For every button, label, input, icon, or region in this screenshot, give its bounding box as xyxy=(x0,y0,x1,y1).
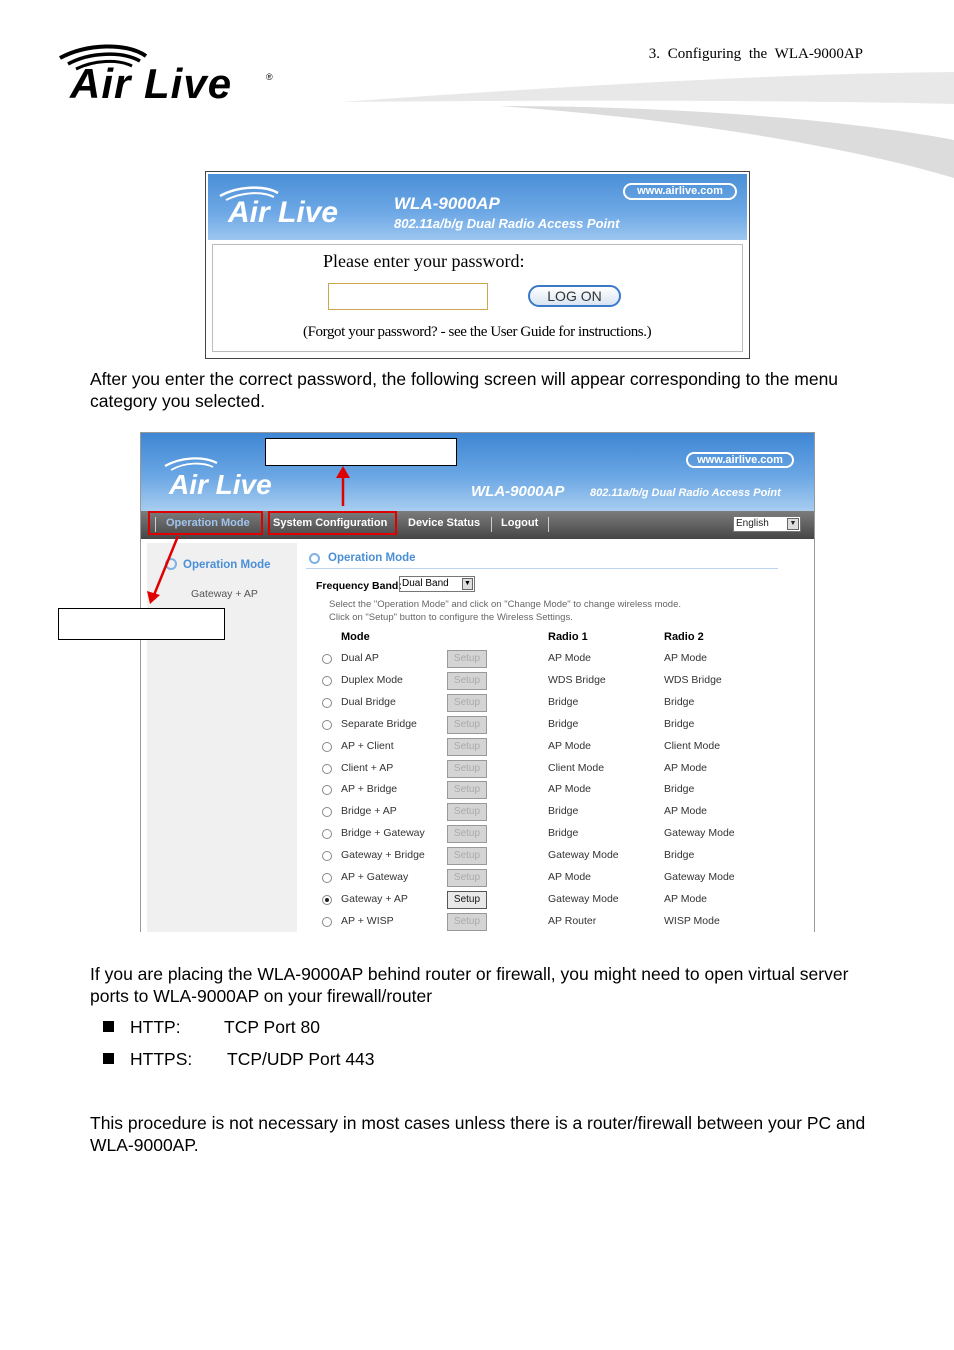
radio2-mode: Gateway Mode xyxy=(664,871,735,883)
mode-radio[interactable] xyxy=(322,785,332,795)
nav-device-status[interactable]: Device Status xyxy=(408,517,481,529)
setup-button[interactable]: Setup xyxy=(447,672,487,690)
login-header xyxy=(208,174,747,240)
radio2-mode: Client Mode xyxy=(664,739,721,752)
mode-radio[interactable] xyxy=(322,698,332,708)
login-panel xyxy=(205,171,750,359)
bullet-https xyxy=(103,1049,375,1070)
bullet-https-label: HTTPS: xyxy=(130,1049,193,1069)
radio1-mode: Client Mode xyxy=(548,761,605,774)
mode-name: AP + WISP xyxy=(341,914,394,927)
login-body xyxy=(212,244,743,352)
radio2-mode: AP Mode xyxy=(664,761,707,774)
title-divider xyxy=(306,568,778,569)
screenshot-header xyxy=(141,433,814,511)
setup-button[interactable]: Setup xyxy=(447,825,487,843)
mode-name: Gateway + Bridge xyxy=(341,849,425,862)
bullet-http xyxy=(103,1017,320,1038)
radio1-mode: AP Mode xyxy=(548,739,591,752)
sidebar xyxy=(147,543,297,932)
setup-button[interactable]: Setup xyxy=(447,716,487,734)
intro-paragraph: After you enter the correct password, the following screen will appear corresponding to the menu category you selected. xyxy=(90,369,839,411)
login-brand: Air Live xyxy=(228,196,339,229)
bullet-square-icon xyxy=(103,1053,114,1064)
table-row xyxy=(306,650,814,672)
table-row xyxy=(306,825,814,847)
table-row xyxy=(306,891,814,913)
setup-button[interactable]: Setup xyxy=(447,760,487,778)
registered-mark: ® xyxy=(266,72,273,82)
mode-radio[interactable] xyxy=(322,829,332,839)
mode-radio[interactable] xyxy=(322,851,332,861)
table-row xyxy=(306,738,814,760)
login-model: WLA-9000AP xyxy=(394,194,500,213)
login-url[interactable]: www.airlive.com xyxy=(623,183,737,200)
radio1-mode: WDS Bridge xyxy=(548,673,606,686)
column-radio-1: Radio 1 xyxy=(548,631,588,643)
radio2-mode: Bridge xyxy=(664,695,695,708)
mode-name: Bridge + AP xyxy=(341,805,397,818)
password-label: Please enter your password: xyxy=(323,251,525,271)
shot-url[interactable]: www.airlive.com xyxy=(686,452,794,468)
radio2-mode: AP Mode xyxy=(664,892,707,905)
setup-button[interactable]: Setup xyxy=(447,694,487,712)
bullet-square-icon xyxy=(103,1021,114,1032)
forgot-password-text: (Forgot your password? - see the User Guide for instructions.) xyxy=(303,324,652,340)
radio1-mode: Bridge xyxy=(548,695,579,708)
mode-radio[interactable] xyxy=(322,676,332,686)
column-radio-2: Radio 2 xyxy=(664,631,704,643)
hint-line-1: Select the "Operation Mode" and click on "Change Mode" to change wireless mode. xyxy=(329,599,681,610)
mode-radio[interactable] xyxy=(322,873,332,883)
nav-separator xyxy=(491,517,492,532)
radio2-mode: Bridge xyxy=(664,783,695,796)
page-brand: Air Live xyxy=(70,60,233,107)
table-row xyxy=(306,781,814,803)
highlight-system-configuration xyxy=(268,511,397,535)
column-mode: Mode xyxy=(341,631,370,643)
nav-logout[interactable]: Logout xyxy=(501,517,539,529)
radio2-mode: WDS Bridge xyxy=(664,673,722,686)
logon-button[interactable]: LOG ON xyxy=(528,285,621,307)
radio2-mode: Bridge xyxy=(664,717,695,730)
mode-radio[interactable] xyxy=(322,895,332,905)
login-subtitle: 802.11a/b/g Dual Radio Access Point xyxy=(394,216,620,231)
setup-button[interactable]: Setup xyxy=(447,781,487,799)
mode-name: Gateway + AP xyxy=(341,892,408,905)
mode-name: Client + AP xyxy=(341,761,394,774)
chevron-down-icon: ▼ xyxy=(787,518,799,530)
nav-separator xyxy=(548,517,549,532)
radio1-mode: Gateway Mode xyxy=(548,892,619,905)
chapter-heading: 3. Configuring the WLA-9000AP xyxy=(648,46,863,62)
setup-button[interactable]: Setup xyxy=(447,738,487,756)
radio2-mode: Gateway Mode xyxy=(664,827,735,840)
setup-button[interactable]: Setup xyxy=(447,803,487,821)
mode-radio[interactable] xyxy=(322,764,332,774)
table-row xyxy=(306,672,814,694)
frequency-band-select[interactable] xyxy=(399,576,475,592)
sidebar-title[interactable]: Operation Mode xyxy=(183,559,271,571)
radio1-mode: Bridge xyxy=(548,827,579,840)
language-select[interactable] xyxy=(733,516,801,532)
page-logo xyxy=(56,42,286,112)
mode-name: Separate Bridge xyxy=(341,717,417,730)
radio2-mode: Bridge xyxy=(664,849,695,862)
mode-name: AP + Client xyxy=(341,739,394,752)
callout-box-top xyxy=(265,438,457,466)
shot-model: WLA-9000AP xyxy=(471,483,565,500)
mode-radio[interactable] xyxy=(322,917,332,927)
setup-button[interactable]: Setup xyxy=(447,650,487,668)
setup-button[interactable]: Setup xyxy=(447,847,487,865)
nav-operation-mode[interactable]: Operation Mode xyxy=(166,517,250,529)
setup-button[interactable]: Setup xyxy=(447,869,487,887)
table-row xyxy=(306,803,814,825)
radio2-mode: AP Mode xyxy=(664,805,707,818)
mode-name: Dual Bridge xyxy=(341,695,396,708)
mode-name: Bridge + Gateway xyxy=(341,827,425,840)
table-row xyxy=(306,694,814,716)
operation-mode-icon xyxy=(309,553,320,564)
mode-radio[interactable] xyxy=(322,742,332,752)
config-screenshot xyxy=(140,432,815,932)
mode-name: Dual AP xyxy=(341,652,379,664)
bullet-http-value: TCP Port 80 xyxy=(224,1017,320,1037)
sidebar-item-current-mode[interactable]: Gateway + AP xyxy=(191,588,258,600)
setup-button[interactable]: Setup xyxy=(447,891,487,909)
mode-name: AP + Bridge xyxy=(341,783,398,796)
radio1-mode: Bridge xyxy=(548,717,579,730)
radio2-mode: WISP Mode xyxy=(664,914,720,927)
highlight-operation-mode xyxy=(148,511,263,535)
shot-subtitle: 802.11a/b/g Dual Radio Access Point xyxy=(590,487,781,499)
radio1-mode: AP Mode xyxy=(548,783,591,796)
content-title: Operation Mode xyxy=(328,552,416,564)
hint-line-2: Click on "Setup" button to configure the Wireless Settings. xyxy=(329,612,573,623)
mode-radio[interactable] xyxy=(322,654,332,664)
bullet-http-label: HTTP: xyxy=(130,1017,181,1037)
mode-radio[interactable] xyxy=(322,807,332,817)
router-paragraph: If you are placing the WLA-9000AP behind router or firewall, you might need to open virtual server ports to WLA-9000AP on your firewall/router xyxy=(90,964,849,1006)
radio2-mode: AP Mode xyxy=(664,652,707,664)
table-row xyxy=(306,847,814,869)
nav-system-configuration[interactable]: System Configuration xyxy=(273,517,388,529)
shot-brand: Air Live xyxy=(169,469,272,500)
table-row xyxy=(306,869,814,891)
callout-box-left xyxy=(58,608,225,640)
mode-radio[interactable] xyxy=(322,720,332,730)
radio1-mode: Bridge xyxy=(548,805,579,818)
language-value: English xyxy=(736,518,769,529)
radio1-mode: Gateway Mode xyxy=(548,849,619,862)
frequency-band-value: Dual Band xyxy=(402,578,449,589)
setup-button[interactable]: Setup xyxy=(447,913,487,931)
operation-mode-icon xyxy=(165,558,177,570)
frequency-band-label: Frequency Band: xyxy=(316,580,402,592)
table-row xyxy=(306,913,814,932)
table-row xyxy=(306,760,814,782)
table-row xyxy=(306,716,814,738)
radio1-mode: AP Mode xyxy=(548,871,591,883)
chevron-down-icon: ▼ xyxy=(462,578,473,590)
bullet-https-value: TCP/UDP Port 443 xyxy=(227,1049,375,1069)
mode-name: AP + Gateway xyxy=(341,871,409,883)
radio1-mode: AP Router xyxy=(548,914,597,927)
procedure-paragraph: This procedure is not necessary in most cases unless there is a router/firewall between your PC and WLA-9000AP. xyxy=(90,1113,866,1155)
mode-name: Duplex Mode xyxy=(341,673,403,686)
password-input[interactable] xyxy=(328,283,488,310)
radio1-mode: AP Mode xyxy=(548,652,591,664)
